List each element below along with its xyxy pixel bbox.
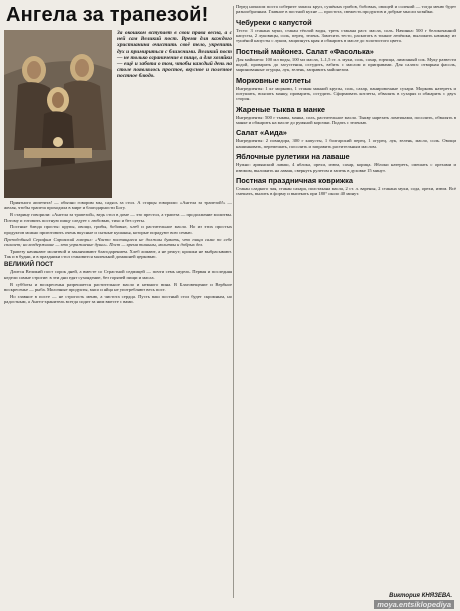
recipe-text: Ингредиенты: 2 помидора, 300 г капусты, 1 болгарский перец, 1 огурец, лук, зелень, масло, соль. Овощи нашинковать, перемешать, посолить и заправить растительным маслом. xyxy=(236,138,456,149)
lent-paragraph: В субботы и воскресенья разрешается растительное масло и немного вина. В Благовещение и Вербное воскресенье — рыба. Молочные продукты, мясо и яйца не употребляют весь пост. xyxy=(4,281,232,292)
lent-paragraph: Длится Великий пост сорок дней, а вместе со Страстной седмицей — почти семь недель. Первая и последняя недели самые строгие: в эти дни едят сухоядение, без горячей пищи и масла. xyxy=(4,269,232,280)
article-intro: За окошком вступает в свои права весна, а с ней сам Великий пост. Время для каждого христианина очистить своё тело, укрепить дух и примириться с ближними. Великий пост — не только ограничение в пище, а для хозяйки — ещё и забота о том, чтобы каждый день на столе появлялось простое, вкусное и полезное постное блюдо. xyxy=(117,30,232,80)
recipe-text: Тесто: 3 стакана муки, стакан тёплой воды, треть стакана раст. масла, соль. Начинка: 500 г белокочанной капусты, 2 луковицы, соль, перец, зелень. Замесить тесто, раскатать в тонкие лепёшки, выложить начинку из тушёной капусты с луком, защипнуть края и обжарить в масле до золотистого цвета. xyxy=(236,27,456,44)
article-quote: Преподобный Серафим Саровский говорил: «Часто постящиеся не должны думать, что пища сама по себе спасает; но воздержание — это упражнение души». Пост — время тишины, молитвы и добрых дел. xyxy=(4,236,232,247)
recipe-title: Чебуреки с капустой xyxy=(236,17,312,27)
icon-illustration xyxy=(4,30,112,198)
recipe-title: Яблочные рулетики на лаваше xyxy=(236,152,350,162)
article-headline: Ангела за трапезой! xyxy=(6,4,209,26)
recipe-text: Ингредиенты: 1 кг моркови, 1 стакан манной крупы, соль, сахар, панировочные сухари. Морковь натереть и потушить, всыпать манку, проварить, остудить. Сформовать котлеты, обвалять в сухарях и обжарить с двух сторон. xyxy=(236,85,456,102)
article-paragraph: В старину говорили: «Ангела за трапезой», ведь стол в доме — это престол, а трапеза — продолжение молитвы. Потому и готовить постную пищу следует с любовью, тихо и без суеты. xyxy=(4,212,232,223)
recipe-title: Жареные тыква в манке xyxy=(236,104,326,114)
recipe-text: Ингредиенты: 500 г тыквы, манка, соль, растительное масло. Тыкву нарезать ломтиками, посолить, обвалять в манке и обжарить на масле до румяной корочки. Подать с зеленью. xyxy=(236,114,456,126)
recipe-title: Салат «Аида» xyxy=(236,128,287,138)
icon-photo xyxy=(4,30,112,198)
recipe-title: Постный майонез. Салат «Фасолька» xyxy=(236,46,374,56)
recipes-intro: Перед началом поста соберите запасы круп, сушёных грибов, бобовых, овощей и солений — тогда меню будет разнообразным. Главное в постной кухне — простота, свежесть продуктов и добрые мысли хозяйки. xyxy=(236,4,456,15)
column-divider xyxy=(233,6,234,598)
author-signature: Виктория КНЯЗЕВА. xyxy=(389,593,452,599)
lent-paragraph: Но главное в посте — не строгость меню, а чистота сердца. Пусть ваш постный стол будет скромным, но радостным, а Ангел-хранитель всегда сидит за ним вместе с вами. xyxy=(4,293,232,305)
lent-subheading: ВЕЛИКИЙ ПОСТ xyxy=(4,261,54,269)
article-paragraph: Трапезу начинают молитвой и заканчивают благодарением. Хлеб ломают, а не режут; крошки не выбрасывают. Так и в будни, и в праздники стол становится маленькой домашней церковью. xyxy=(4,248,232,260)
article-paragraph: Постные блюда просты: крупы, овощи, грибы, бобовые, хлеб и растительное масло. Но из этих простых продуктов можно приготовить очень вкусные и сытные кушанья, которые порадуют всю семью. xyxy=(4,224,232,235)
recipes-column xyxy=(236,4,456,600)
site-watermark: moya.entsiklopediya xyxy=(374,600,454,609)
recipe-title: Постная праздничная коврижка xyxy=(236,175,353,185)
recipe-text: Нужно: армянский лаваш, 4 яблока, орехи, изюм, сахар, корица. Яблоки натереть, смешать с орехами и изюмом, выложить на лаваш, свернуть рулетом и запечь в духовке 15 минут. xyxy=(236,162,456,173)
recipe-text: Для майонеза: 100 мл воды, 100 мл масла, 1–1,5 ст. л. муки, соль, сахар, горчица, лимонный сок. Муку развести водой, проварить до загустения, остудить, взбить с маслом и приправами. Для салата: отварная фасоль, маринованные огурцы, лук, зелень, заправить майонезом. xyxy=(236,56,456,73)
article-column xyxy=(4,4,232,600)
article-paragraph: Приятного аппетита! — обычно говорим мы, садясь за стол. А старцы говорили: «Ангела за трапезой!» — желая, чтобы трапеза проходила в мире и благодарности Богу. xyxy=(4,200,232,211)
recipe-title: Морковные котлеты xyxy=(236,75,311,85)
recipe-text: Стакан сладкого чая, стакан сахара, полстакана масла, 2 ст. л. варенья, 2 стакана муки, сода, орехи, изюм. Всё смешать, вылить в форму и выпекать при 180° около 40 минут. xyxy=(236,185,456,197)
